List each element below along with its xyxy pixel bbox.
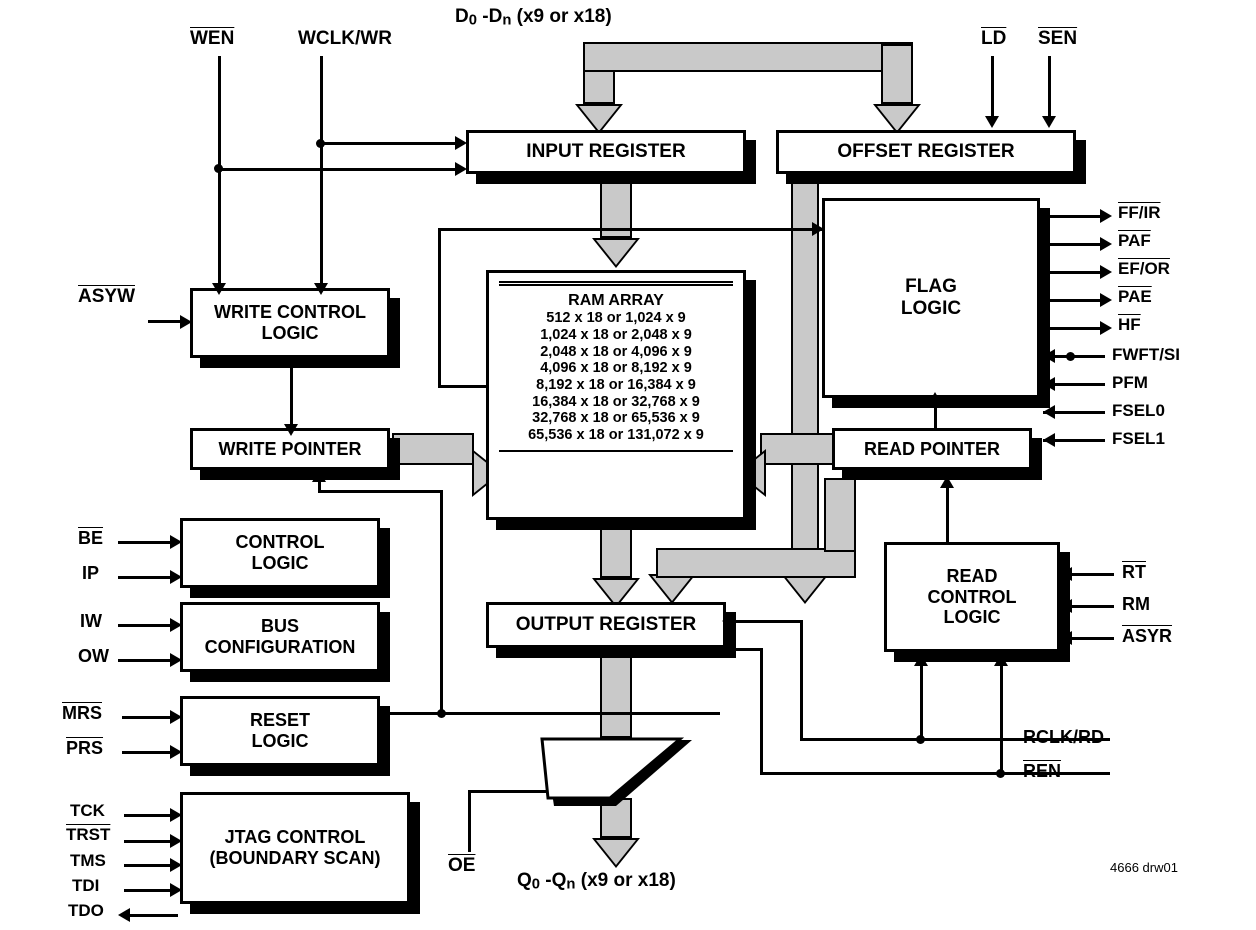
signal-label-be: $\overline{BE}$ [78,528,104,548]
wire-ren-to-output-horz [735,648,763,651]
arrow-ef-or [1100,265,1112,279]
junction-wen [214,164,223,173]
block-ram-array [486,270,746,520]
arrow-reset-into-write-pointer [312,470,326,482]
wire-to-flag-logic-left [438,228,441,388]
wire-rclk-vert [920,662,923,740]
block-offset-register: OFFSET REGISTER [776,130,1076,174]
arrow-into-flag-logic-bottom [928,392,942,404]
signal-label-trst: TRST [66,825,111,844]
signal-label-tdi: TDI [72,876,100,895]
arrow-asyw-into-write-control [180,315,192,329]
signal-label-hf: $\overline{HF}$ [1118,315,1141,334]
arrow-asyr [1060,631,1072,645]
wire-wen-vert [218,56,221,170]
wire-paf [1043,243,1105,246]
arrow-wen-into-input-register [455,162,467,176]
wire-ip [118,576,174,579]
arrow-read-control-to-pointer [940,476,954,488]
arrow-wclk-into-input-register [455,136,467,150]
ram-array-row: 65,536 x 18 or 131,072 x 9 [528,427,704,444]
ram-array-title: RAM ARRAY [568,292,664,309]
signal-label-fwft-si: FWFT/SI [1112,345,1180,364]
block-read-control-logic: READ CONTROL LOGIC [884,542,1060,652]
wire-rclk-to-output [800,738,922,741]
signal-label-data-out: Q0 -Qn (x9 or x18) [517,870,676,893]
arrow-fwft-si [1043,349,1055,363]
arrow-tdo [118,908,130,922]
wire-read-control-to-pointer [946,486,949,544]
block-jtag-control: JTAG CONTROL (BOUNDARY SCAN) [180,792,410,904]
wire-rclk-to-output-vert [800,620,803,740]
arrow-mrs [170,710,182,724]
signal-label-ld: $\overline{LD}$ [981,28,1007,49]
block-bus-configuration: BUS CONFIGURATION [180,602,380,672]
arrow-rt [1060,567,1072,581]
junction-reset [437,709,446,718]
ram-array-row: 4,096 x 18 or 8,192 x 9 [540,360,692,377]
signal-label-rclk: RCLK/RD [1023,727,1104,747]
block-output-register: OUTPUT REGISTER [486,602,726,648]
wire-tdo [130,914,178,917]
arrow-ld-into-offset-register [985,116,999,128]
arrow-ren-into-output-register [722,642,734,656]
signal-label-tck: TCK [70,801,105,820]
arrow-sen-into-offset-register [1042,116,1056,128]
signal-label-mrs: $\overline{MRS}$ [62,703,102,723]
block-input-register: INPUT REGISTER [466,130,746,174]
wire-wen-horz [218,168,458,171]
arrow-ow [170,653,182,667]
figure-credit: 4666 drw01 [1110,860,1178,875]
arrow-wen-into-write-control [212,283,226,295]
ram-array-row: 1,024 x 18 or 2,048 x 9 [540,327,692,344]
wire-prs [122,751,174,754]
junction-rclk [916,735,925,744]
wire-rclk-to-output-horz [735,620,803,623]
signal-label-wen: $\overline{WEN}$ [190,28,235,49]
bus-data-in-to-offset-register [873,44,921,136]
wire-reset-to-write-pointer [318,490,442,493]
signal-label-wclk: WCLK/WR [298,28,392,49]
wire-wen-to-write-control [218,168,221,288]
wire-pae [1043,299,1105,302]
bus-data-in-branch [583,42,913,72]
signal-label-tms: TMS [70,851,106,870]
wire-tck [124,814,174,817]
block-write-pointer: WRITE POINTER [190,428,390,470]
ram-array-row: 2,048 x 18 or 4,096 x 9 [540,343,692,360]
signal-label-ef-or: EF/OR [1118,259,1170,278]
signal-label-ow: OW [78,646,109,666]
signal-label-pfm: PFM [1112,373,1148,392]
junction-fwft [1066,352,1075,361]
block-control-logic: CONTROL LOGIC [180,518,380,588]
arrow-into-flag-logic [812,222,824,236]
wire-mrs [122,716,174,719]
wire-ff-ir [1043,215,1105,218]
arrow-prs [170,745,182,759]
arrow-paf [1100,237,1112,251]
arrow-rclk-into-output-register [722,614,734,628]
signal-label-oe: $\overline{OE}$ [448,855,476,876]
ram-array-row: 16,384 x 18 or 32,768 x 9 [532,393,700,410]
arrow-hf [1100,321,1112,335]
arrow-pfm [1043,377,1055,391]
arrow-pae [1100,293,1112,307]
signal-label-pae: $\overline{PAE}$ [1118,287,1152,306]
wire-tdi [124,889,174,892]
signal-label-asyw: ASYW [78,286,135,307]
arrow-ff-ir [1100,209,1112,223]
signal-label-ip: IP [82,563,100,583]
signal-label-data-in: D0 -Dn (x9 or x18) [455,6,612,29]
wire-hf [1043,327,1105,330]
ram-array-row: 512 x 18 or 1,024 x 9 [546,310,686,327]
ram-array-row: 8,192 x 18 or 16,384 x 9 [536,377,696,394]
arrow-tck [170,808,182,822]
signal-label-paf: $\overline{PAF}$ [1118,231,1151,250]
signal-label-ff-ir: FF/IR [1118,203,1161,222]
arrow-iw [170,618,182,632]
arrow-trst [170,834,182,848]
bus-input-register-to-ram [592,180,640,272]
bus-output-register-to-buffer [592,656,640,738]
junction-ren [996,769,1005,778]
arrow-fsel1 [1043,433,1055,447]
block-read-pointer: READ POINTER [832,428,1032,470]
arrow-ren-into-read-control [994,654,1008,666]
wire-ren-to-output-vert [760,648,763,774]
wire-ef-or [1043,271,1105,274]
signal-label-sen: $\overline{SEN}$ [1038,28,1078,49]
signal-label-fsel0: FSEL0 [1112,401,1165,420]
signal-label-ren: $\overline{REN}$ [1023,761,1062,781]
signal-label-asyr: ASYR [1122,626,1173,646]
signal-label-fsel1: FSEL1 [1112,429,1165,448]
arrow-ip [170,570,182,584]
wire-reset-up [440,490,443,714]
wire-trst [124,840,174,843]
wire-iw [118,624,174,627]
arrow-rm [1060,599,1072,613]
block-flag-logic: FLAG LOGIC [822,198,1040,398]
arrow-into-write-pointer [284,424,298,436]
wire-tms [124,864,174,867]
block-reset-logic: RESET LOGIC [180,696,380,766]
signal-label-prs: $\overline{PRS}$ [66,738,104,758]
signal-label-rt: $\overline{RT}$ [1122,562,1146,582]
arrow-fsel0 [1043,405,1055,419]
bus-read-pointer-horz [656,548,856,578]
wire-wclk-vert [320,56,323,291]
wire-ow [118,659,174,662]
bus-ram-to-output-register [592,526,640,612]
wire-sen [1048,56,1051,118]
wire-wclk-horz [320,142,458,145]
wire-to-flag-logic-top [438,228,823,231]
wire-ren-to-output [760,772,1002,775]
signal-label-iw: IW [80,611,102,631]
wire-ren-vert [1000,662,1003,774]
arrow-tdi [170,883,182,897]
wire-oe-vert [468,790,471,852]
junction-wclk [316,139,325,148]
output-buffer-triangle [540,736,700,810]
bus-read-pointer-down [824,478,856,552]
wire-be [118,541,174,544]
arrow-tms [170,858,182,872]
arrow-wclk-into-write-control [314,283,328,295]
signal-label-tdo: TDO [68,901,104,920]
wire-write-control-to-pointer [290,368,293,430]
wire-ld [991,56,994,118]
arrow-be [170,535,182,549]
ram-array-row: 32,768 x 18 or 65,536 x 9 [532,410,700,427]
arrow-rclk-into-read-control [914,654,928,666]
block-write-control-logic: WRITE CONTROL LOGIC [190,288,390,358]
signal-label-rm: RM [1122,594,1150,614]
